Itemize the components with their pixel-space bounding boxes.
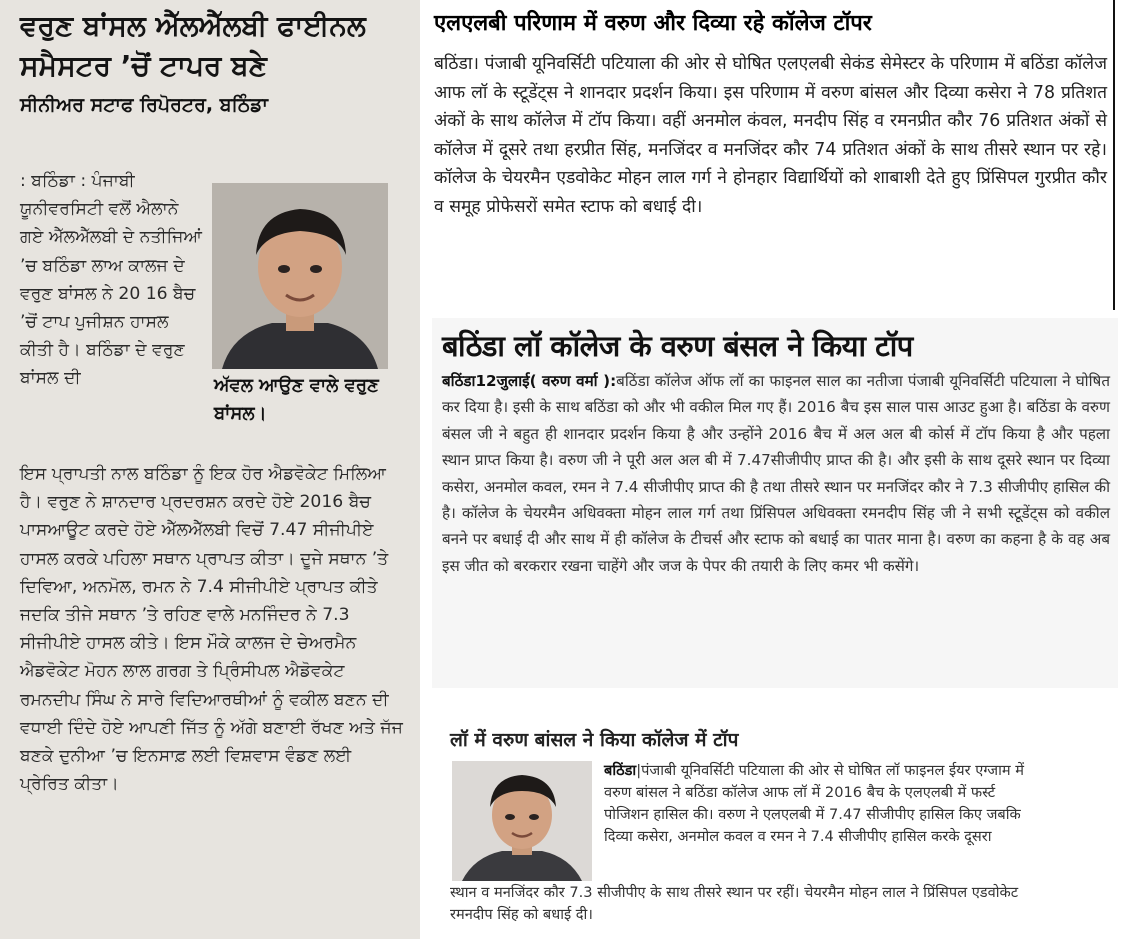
hindi-news-clipping-2 (432, 318, 1118, 688)
student-photo-small (452, 761, 592, 881)
hindi-3-full-width (450, 882, 1050, 926)
hindi-3-dateline: बठिंडा (604, 762, 637, 779)
hindi-3-right-column (604, 760, 1044, 848)
hindi-3-body-right-text: पंजाबी यूनिवर्सिटी पटियाला की ओर से घोषित लॉ फाइनल ईयर एग्जाम में वरुण बांसल ने बठिंडा कॉलेज आफ लॉ में 2016 बैच के एलएलबी में फर्स्ट पोजिशन हासिल की। वरुण ने एलएलबी में 7.47 सीजीपीए हासिल किए जबकि दिव्या कसेरा, अनमोल कवल व रमन ने 7.4 सीजीपीए हासिल करके दूसरा (604, 762, 1024, 845)
punjabi-column-text (20, 167, 206, 393)
hindi-2-body-text: बठिंडा कॉलेज ऑफ लॉ का फाइनल साल का नतीजा पंजाबी यूनिवर्सिटी पटियाला ने घोषित कर दिया है। इसी के साथ बठिंडा को और भी वकील मिल गए हैं। 2016 बैच इस साल पास आउट हुआ है। बठिंडा के वरुण बंसल जी ने बहुत ही शानदार प्रदर्शन किया है और उन्होंने 2016 बैच में अल अल बी कोर्स में टॉप किया है और पहला स्थान प्राप्त किया है। वरुण जी ने पूरी अल अल बी में 7.47सीजीपीए प्राप्त की है। और इसी के साथ दूसरे स्थान पर दिव्या कसेरा, अनमोल कवल, रमन ने 7.4 सीजीपीए प्राप्त की है तथा तीसरे स्थान पर मनजिंदर कौर ने 7.3 सीजीपीए हासिल की है। कॉलेज के चेयरमैन अधिवक्ता मोहन लाल गर्ग तथा प्रिंसिपल अधिवक्ता रमनदीप सिंह जी ने सभी स्टूडेंट्स को वकील बनने पर बधाई दी और साथ में ही कॉलेज के टीचर्स और स्टाफ को बधाई का पातर माना है। वरुण का कहना है के वह अब इस जीत को बरकरार रखना चाहेंगे और जज के पेपर की तयारी के लिए कमर भी कसेंगे। (442, 372, 1110, 575)
hindi-1-headline: एलएलबी परिणाम में वरुण और दिव्या रहे कॉलेज टॉपर (434, 11, 872, 36)
student-photo-small-illustration (452, 761, 592, 881)
hindi-3-body-full: स्थान व मनजिंदर कौर 7.3 सीजीपीए के साथ तीसरे स्थान पर रहीं। चेयरमैन मोहन लाल ने प्रिंसिपल एडवोकेट रमनदीप सिंह को बधाई दी। (450, 884, 1019, 923)
punjabi-headline: ਵਰੁਣ ਬਾਂਸਲ ਐੱਲਐੱਲਬੀ ਫਾਈਨਲ ਸਮੈਸਟਰ ’ਚੋਂ ਟਾਪਰ ਬਣੇ (20, 9, 366, 82)
punjabi-column-paragraph: : ਬਠਿੰਡਾ : ਪੰਜਾਬੀ ਯੂਨੀਵਰਸਿਟੀ ਵਲੋਂ ਐਲਾਨੇ ਗਏ ਐੱਲਐੱਲਬੀ ਦੇ ਨਤੀਜਿਆਂ ’ਚ ਬਠਿੰਡਾ ਲਾਅ ਕਾਲਜ ਦੇ ਵਰੁਣ ਬਾਂਸਲ ਨੇ 20 16 ਬੈਚ ’ਚੋਂ ਟਾਪ ਪੁਜੀਸ਼ਨ ਹਾਸਲ ਕੀਤੀ ਹੈ। ਬਠਿੰਡਾ ਦੇ ਵਰੁਣ ਬਾਂਸਲ ਦੀ (20, 171, 203, 389)
hindi-1-body: बठिंडा। पंजाबी यूनिवर्सिटी पटियाला की ओर से घोषित एलएलबी सेकंड सेमेस्टर के परिणाम में बठिंडा कॉलेज आफ लॉ के स्टूडेंट्स ने शानदार प्रदर्शन किया। इस परिणाम में वरुण बांसल और दिव्या कसेरा ने 78 प्रतिशत अंकों के साथ कॉलेज में टॉप किया। वहीं अनमोल कंवल, मनदीप सिंह व रमनप्रीत कौर 76 प्रतिशत अंकों से कॉलेज में दूसरे तथा हरप्रीत सिंह, मनजिंदर व मनजिंदर कौर 74 प्रतिशत अंकों के साथ तीसरे स्थान पर रहे। कॉलेज के चेयरमैन एडवोकेट मोहन लाल गर्ग ने होनहार विद्यार्थियों को शाबाशी देते हुए प्रिंसिपल गुरप्रीत कौर व समूह प्रोफेसरों समेत स्टाफ को बधाई दी। (434, 54, 1107, 217)
hindi-2-body (442, 368, 1110, 579)
hindi-3-body-right: बठिंडा|पंजाबी यूनिवर्सिटी पटियाला की ओर से घोषित लॉ फाइनल ईयर एग्जाम में वरुण बांसल ने बठिंडा कॉलेज आफ लॉ में 2016 बैच के एलएलबी में फर्स्ट पोजिशन हासिल की। वरुण ने एलएलबी में 7.47 सीजीपीए हासिल किए जबकि दिव्या कसेरा, अनमोल कवल व रमन ने 7.4 सीजीपीए हासिल करके दूसरा (604, 762, 1024, 845)
hindi-3-headline: लॉ में वरुण बांसल ने किया कॉलेज में टॉप (450, 729, 739, 751)
punjabi-news-clipping (0, 0, 420, 939)
hindi-news-clipping-1 (424, 0, 1115, 310)
hindi-2-headline: बठिंडा लॉ कॉलेज के वरुण बंसल ने किया टॉप (442, 329, 913, 363)
punjabi-full-paragraph: ਇਸ ਪ੍ਰਾਪਤੀ ਨਾਲ ਬਠਿੰਡਾ ਨੂੰ ਇਕ ਹੋਰ ਐਡਵੋਕੇਟ ਮਿਲਿਆ ਹੈ। ਵਰੁਣ ਨੇ ਸ਼ਾਨਦਾਰ ਪ੍ਰਦਰਸ਼ਨ ਕਰਦੇ ਹੋਏ 2016 ਬੈਚ ਪਾਸਆਊਟ ਕਰਦੇ ਹੋਏ ਐੱਲਐੱਲਬੀ ਵਿਚੋਂ 7.47 ਸੀਜੀਪੀਏ ਹਾਸਲ ਕਰਕੇ ਪਹਿਲਾ ਸਥਾਨ ਪ੍ਰਾਪਤ ਕੀਤਾ। ਦੂਜੇ ਸਥਾਨ ’ਤੇ ਦਿਵਿਆ, ਅਨਮੋਲ, ਰਮਨ ਨੇ 7.4 ਸੀਜੀਪੀਏ ਪ੍ਰਾਪਤ ਕੀਤੇ ਜਦਕਿ ਤੀਜੇ ਸਥਾਨ ’ਤੇ ਰਹਿਣ ਵਾਲੇ ਮਨਜਿੰਦਰ ਨੇ 7.3 ਸੀਜੀਪੀਏ ਹਾਸਲ ਕੀਤੇ। ਇਸ ਮੌਕੇ ਕਾਲਜ ਦੇ ਚੇਅਰਮੈਨ ਐਡਵੋਕੇਟ ਮੋਹਨ ਲਾਲ ਗਰਗ ਤੇ ਪ੍ਰਿੰਸੀਪਲ ਐਡੋਵਕੇਟ ਰਮਨਦੀਪ ਸਿੰਘ ਨੇ ਸਾਰੇ ਵਿਦਿਆਰਥੀਆਂ ਨੂੰ ਵਕੀਲ ਬਣਨ ਦੀ ਵਧਾਈ ਦਿੰਦੇ ਹੋਏ ਆਪਣੀ ਜਿੱਤ ਨੂੰ ਅੱਗੇ ਬਣਾਈ ਰੱਖਣ ਅਤੇ ਜੱਜ ਬਣਕੇ ਦੁਨੀਆ ’ਚ ਇਨਸਾਫ਼ ਲਈ ਵਿਸ਼ਵਾਸ ਵੰਡਣ ਲਈ ਪ੍ਰੇਰਿਤ ਕੀਤਾ। (20, 464, 403, 795)
hindi-news-clipping-3 (438, 718, 1122, 939)
student-photo (212, 183, 388, 369)
photo-caption: ਅੱਵਲ ਆਉਣ ਵਾਲੇ ਵਰੁਣ ਬਾਂਸਲ। (214, 375, 379, 424)
punjabi-full-text (20, 460, 404, 798)
student-photo-illustration (212, 183, 388, 369)
hindi-2-dateline: बठिंडा12जुलाई( वरुण वर्मा ): (442, 372, 617, 390)
punjabi-byline: ਸੀਨੀਅਰ ਸਟਾਫ ਰਿਪੋਰਟਰ, ਬਠਿੰਡਾ (20, 94, 268, 116)
